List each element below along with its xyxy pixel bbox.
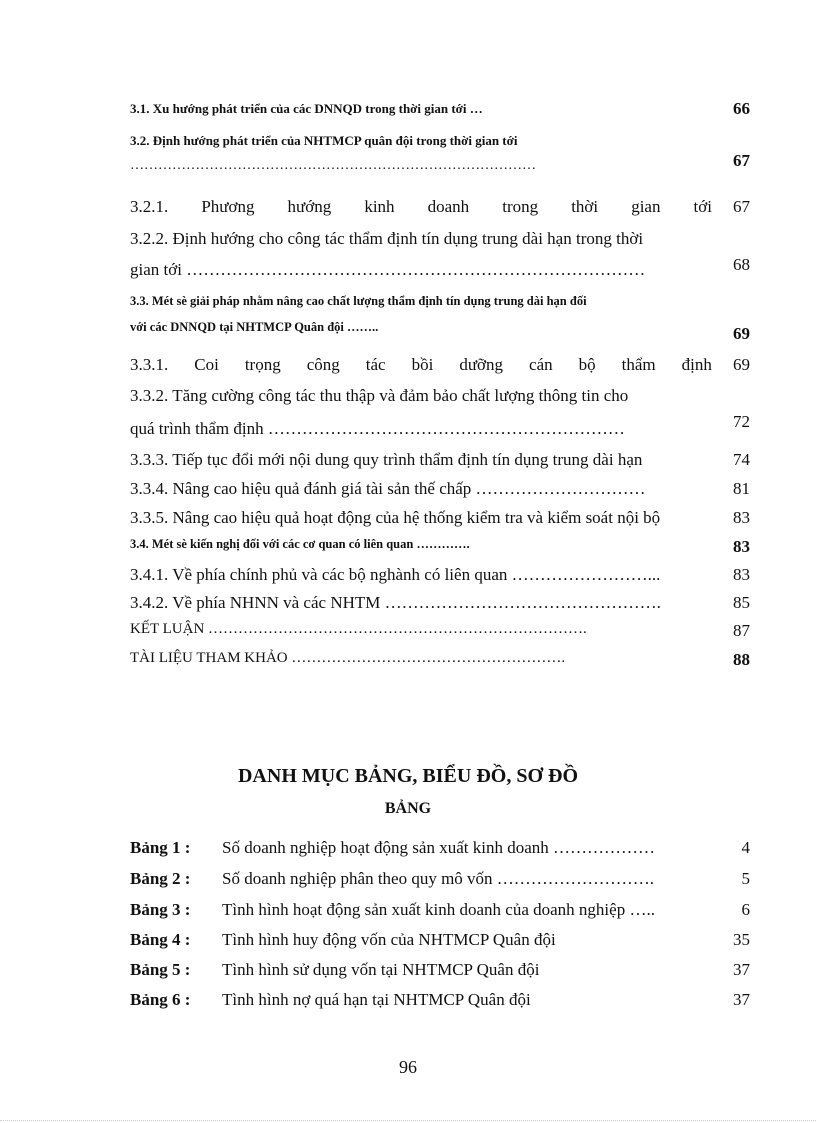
toc-entry-3-3-2 <box>130 386 750 442</box>
toc-entry-text-line1: 3.3. Mét sè giải pháp nhằm nâng cao chất lượng thẩm định tín dụng trung dài hạn đối <box>130 294 587 308</box>
table-label: Bảng 2 : <box>130 869 191 888</box>
table-label: Bảng 5 : <box>130 960 191 979</box>
toc-entry-text: 3.4.1. Về phía chính phủ và các bộ nghành có liên quan ……………………... <box>130 565 661 584</box>
table-label: Bảng 6 : <box>130 990 191 1009</box>
toc-entry-page: 68 <box>733 255 750 274</box>
toc-entry-text: 3.3.3. Tiếp tục đổi mới nội dung quy trình thẩm định tín dụng trung dài hạn <box>130 450 643 469</box>
toc-entry-3-1 <box>130 99 750 121</box>
toc-entry-text-line1: 3.2. Định hướng phát triển của NHTMCP quân đội trong thời gian tới <box>130 133 518 148</box>
toc-entry-text-line2: …………………………………………………………………………… <box>130 158 536 173</box>
table-title: Số doanh nghiệp phân theo quy mô vốn ………………………. <box>222 869 655 888</box>
table-title: Tình hình sử dụng vốn tại NHTMCP Quân đội <box>222 960 540 979</box>
toc-entry-page: 85 <box>733 593 750 612</box>
toc-entry-page: 66 <box>733 99 750 118</box>
toc-entry-text: 3.3.1. Coi trọng công tác bồi dưỡng cán bộ thẩm định <box>130 355 712 374</box>
toc-entry-page: 67 <box>733 151 750 170</box>
section-title: DANH MỤC BẢNG, BIỂU ĐỒ, SƠ ĐỒ <box>237 765 579 787</box>
toc-entry-page: 69 <box>733 355 750 374</box>
toc-entry-page: 74 <box>733 450 750 469</box>
toc-entry-text-line2: gian tới ……………………………………………………………………… <box>130 260 646 279</box>
table-page: 35 <box>733 930 750 949</box>
toc-entry-text-line2: quá trình thẩm định ……………………………………………………… <box>130 419 625 438</box>
toc-entry-text: 3.4.2. Về phía NHNN và các NHTM …………………………………………. <box>130 593 661 612</box>
toc-entry-3-4-2 <box>130 593 750 617</box>
toc-entry-text: 3.2.1. Phương hướng kinh doanh trong thời gian tới <box>130 197 712 216</box>
toc-entry-3-3-5 <box>130 508 750 532</box>
table-label: Bảng 1 : <box>130 838 191 857</box>
toc-entry-text-line1: 3.2.2. Định hướng cho công tác thẩm định tín dụng trung dài hạn trong thời <box>130 229 644 248</box>
toc-entry-text: TÀI LIỆU THAM KHẢO ………………………………………………. <box>130 650 566 666</box>
table-page: 6 <box>741 900 750 919</box>
toc-entry-text: 3.3.5. Nâng cao hiệu quả hoạt động của hệ thống kiểm tra và kiểm soát nội bộ <box>130 508 661 527</box>
toc-entry-page: 83 <box>733 565 750 584</box>
toc-entry-page: 83 <box>733 537 750 556</box>
toc-entry-page: 87 <box>733 621 750 640</box>
table-label: Bảng 3 : <box>130 900 191 919</box>
table-title: Tình hình huy động vốn của NHTMCP Quân đội <box>222 930 556 949</box>
toc-entry-text-line2: với các DNNQD tại NHTMCP Quân đội …….. <box>130 320 379 334</box>
table-title: Tình hình hoạt động sản xuất kinh doanh của doanh nghiệp ….. <box>222 900 655 919</box>
page-edge-divider <box>0 1120 816 1121</box>
toc-entry-text: KẾT LUẬN …………………………………………………………………. <box>130 621 587 637</box>
page-number: 96 <box>399 1057 417 1077</box>
toc-entry-3-4 <box>130 537 750 561</box>
toc-entry-text: 3.3.4. Nâng cao hiệu quả đánh giá tài sản thế chấp ………………………… <box>130 479 646 498</box>
toc-entry-page: 83 <box>733 508 750 527</box>
toc-entry-3-3-3 <box>130 450 750 474</box>
toc-entry-page: 72 <box>733 412 750 431</box>
table-page: 5 <box>741 869 750 888</box>
toc-entry-3-3 <box>130 294 750 346</box>
toc-entry-text: 3.1. Xu hướng phát triển của các DNNQD trong thời gian tới … <box>130 101 483 116</box>
table-page: 37 <box>733 960 750 979</box>
table-title: Số doanh nghiệp hoạt động sản xuất kinh doanh ……………… <box>222 838 655 857</box>
table-page: 37 <box>733 990 750 1009</box>
toc-entry-3-3-1 <box>130 355 750 379</box>
toc-entry-3-3-4 <box>130 479 750 503</box>
section-subtitle: BẢNG <box>384 800 432 817</box>
toc-entry-3-2-2 <box>130 229 750 285</box>
table-page: 4 <box>741 838 750 857</box>
table-title: Tình hình nợ quá hạn tại NHTMCP Quân đội <box>222 990 531 1009</box>
toc-entry-page: 88 <box>733 650 750 669</box>
toc-entry-ket-luan <box>130 621 750 645</box>
table-label: Bảng 4 : <box>130 930 191 949</box>
toc-entry-page: 69 <box>733 324 750 343</box>
toc-entry-page: 81 <box>733 479 750 498</box>
toc-entry-text: 3.4. Mét sè kiến nghị đối với các cơ quan có liên quan …………. <box>130 537 470 551</box>
toc-entry-page: 67 <box>733 197 750 216</box>
toc-entry-3-2-1 <box>130 197 750 221</box>
toc-entry-text-line1: 3.3.2. Tăng cường công tác thu thập và đảm bảo chất lượng thông tin cho <box>130 386 629 405</box>
toc-entry-3-4-1 <box>130 565 750 589</box>
toc-entry-tai-lieu <box>130 650 750 674</box>
toc-entry-3-2 <box>130 133 750 183</box>
